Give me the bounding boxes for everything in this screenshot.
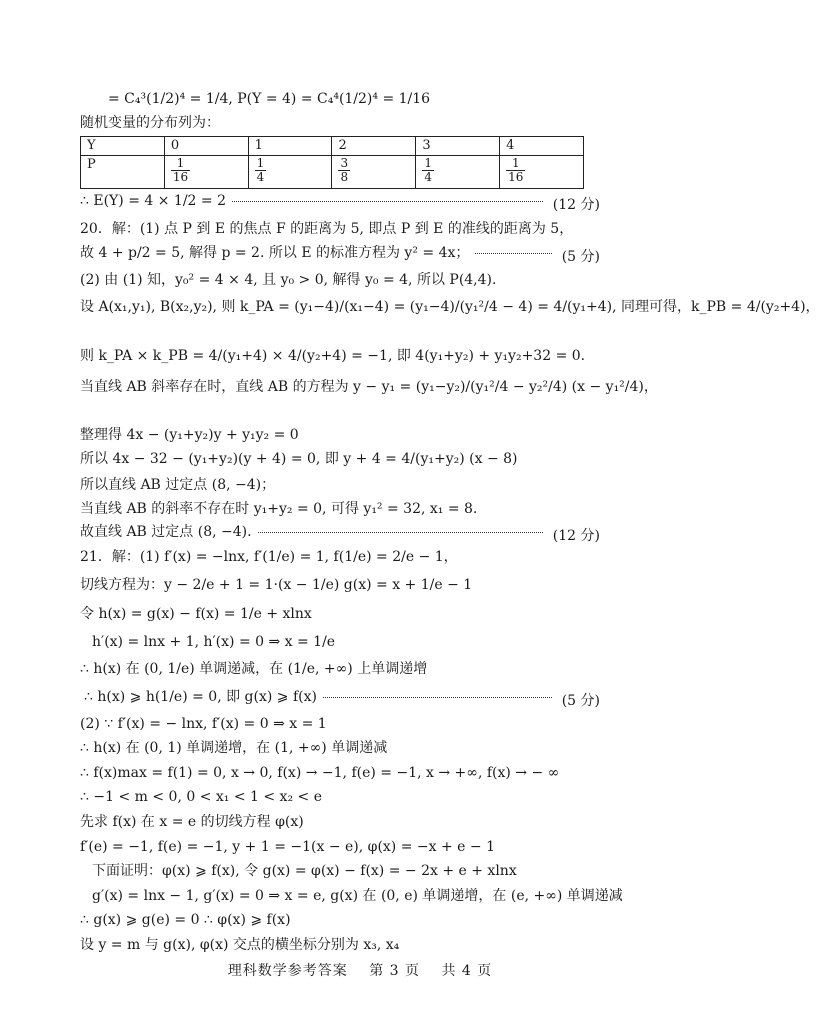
solution-text: 20．解：(1) 点 P 到 E 的焦点 F 的距离为 5, 即点 P 到 E 的准线的距离为 5， <box>80 221 574 237</box>
solution-line <box>80 938 399 952</box>
score-mark: (12 分) <box>552 197 600 213</box>
solution-text: (2) ∵ f′(x) = − lnx, f′(x) = 0 ⇒ x = 1 <box>80 716 327 732</box>
table-cell <box>164 156 248 189</box>
solution-text: 下面证明：φ(x) ⩾ f(x), 令 g(x) = φ(x) − f(x) = − 2x + e + xlnx <box>92 863 517 879</box>
solution-line <box>80 300 820 314</box>
solution-text: 整理得 4x − (y₁+y₂)y + y₁y₂ = 0 <box>80 427 299 443</box>
solution-line <box>92 864 517 878</box>
solution-text: ∴ g(x) ⩾ g(e) = 0 ∴ φ(x) ⩾ f(x) <box>80 912 291 928</box>
table-cell: 4 <box>500 137 584 156</box>
solution-line <box>80 790 322 804</box>
table-cell <box>416 156 500 189</box>
solution-text: ∴ h(x) 在 (0, 1) 单调递增，在 (1, +∞) 单调递减 <box>80 740 388 756</box>
fraction: $\frac{3}{8}$ <box>340 156 349 184</box>
solution-text: 当直线 AB 斜率存在时，直线 AB 的方程为 y − y₁ = (y₁−y₂)/(y₁²/4 − y₂²/4) (x − y₁²/4)， <box>80 379 658 395</box>
score-mark: (5 分) <box>561 249 600 265</box>
solution-text: f′(e) = −1, f(e) = −1, y + 1 = −1(x − e), φ(x) = −x + e − 1 <box>80 839 495 855</box>
solution-text: ∴ h(x) ⩾ h(1/e) = 0, 即 g(x) ⩾ f(x) <box>84 689 317 705</box>
solution-line <box>80 717 327 731</box>
solution-line <box>80 815 304 829</box>
solution-text: 则 k_PA × k_PB = 4/(y₁+4) × 4/(y₂+4) = −1, 即 4(y₁+y₂) + y₁y₂+32 = 0. <box>80 348 586 364</box>
solution-line <box>84 690 558 704</box>
solution-text: 所以直线 AB 过定点 (8, −4)； <box>80 477 276 493</box>
footer-total: 共 4 页 <box>441 963 493 979</box>
table-cell: Y <box>81 137 165 156</box>
table-row <box>81 156 584 189</box>
table-cell <box>248 156 332 189</box>
solution-line <box>80 222 573 236</box>
solution-text: 21．解：(1) f′(x) = −lnx, f′(1/e) = 1, f(1/e) = 2/e − 1， <box>80 549 458 565</box>
solution-line <box>80 502 477 516</box>
solution-text: (2) 由 (1) 知，y₀² = 4 × 4, 且 y₀ > 0, 解得 y₀ = 4, 所以 P(4,4). <box>80 272 497 288</box>
table-cell: 0 <box>164 137 248 156</box>
formula-line: = C₄³(1/2)⁴ = 1/4, P(Y = 4) = C₄⁴(1/2)⁴ = 1/16 <box>108 91 431 107</box>
solution-text: h′(x) = lnx + 1, h′(x) = 0 ⇒ x = 1/e <box>92 634 336 650</box>
solution-line <box>92 889 623 903</box>
table-cell: 3 <box>416 137 500 156</box>
solution-text: g′(x) = lnx − 1, g′(x) = 0 ⇒ x = e, g(x) 在 (0, e) 单调递增，在 (e, +∞) 单调递减 <box>92 888 623 904</box>
solution-line <box>80 840 495 854</box>
distribution-caption: 随机变量的分布列为： <box>80 115 220 131</box>
table-cell <box>332 156 416 189</box>
solution-line <box>80 550 458 564</box>
fraction: $\frac{1}{4}$ <box>424 156 432 184</box>
solution-text: 所以 4x − 32 − (y₁+y₂)(y + 4) = 0, 即 y + 4 = 4/(y₁+y₂) (x − 8) <box>80 451 518 467</box>
table-cell: 1 <box>248 137 332 156</box>
page-footer <box>0 960 720 980</box>
table-cell: 2 <box>332 137 416 156</box>
solution-line <box>80 578 472 592</box>
solution-line <box>80 380 658 394</box>
fraction: $\frac{1}{16}$ <box>508 156 524 184</box>
solution-text: ∴ h(x) 在 (0, 1/e) 单调递减，在 (1/e, +∞) 上单调递增 <box>80 661 428 677</box>
solution-line <box>80 194 549 208</box>
solution-line <box>92 635 335 649</box>
solution-line <box>80 741 387 755</box>
table-cell: P <box>81 156 165 189</box>
solution-line <box>80 662 427 676</box>
score-mark: (12 分) <box>552 528 600 544</box>
solution-text: 切线方程为：y − 2/e + 1 = 1·(x − 1/e) g(x) = x + 1/e − 1 <box>80 577 473 593</box>
dotted-leader <box>323 697 552 698</box>
solution-text: ∴ E(Y) = 4 × 1/2 = 2 <box>80 193 226 209</box>
solution-line <box>80 913 291 927</box>
solution-line <box>80 525 549 539</box>
solution-line <box>80 246 558 260</box>
table-header-row <box>81 137 584 156</box>
solution-text: 先求 f(x) 在 x = e 的切线方程 φ(x) <box>80 814 304 830</box>
dotted-leader <box>475 253 552 254</box>
solution-line <box>80 428 299 442</box>
solution-text: ∴ −1 < m < 0, 0 < x₁ < 1 < x₂ < e <box>80 789 322 805</box>
footer-page: 第 3 页 <box>369 963 420 979</box>
dotted-leader <box>258 532 543 533</box>
solution-line <box>80 766 559 780</box>
solution-text: 故直线 AB 过定点 (8, −4). <box>80 524 252 540</box>
solution-text: 设 A(x₁,y₁), B(x₂,y₂), 则 k_PA = (y₁−4)/(x₁−4) = (y₁−4)/(y₁²/4 − 4) = 4/(y₁+4), 同理可得，k_PB = 4/(y₂+4)， <box>80 299 820 315</box>
distribution-table <box>80 136 584 189</box>
score-mark: (5 分) <box>561 693 600 709</box>
solution-text: ∴ f(x)max = f(1) = 0, x → 0, f(x) → −1, f(e) = −1, x → +∞, f(x) → − ∞ <box>80 765 560 781</box>
solution-line <box>80 607 312 621</box>
fraction: $\frac{1}{16}$ <box>172 156 189 184</box>
fraction: $\frac{1}{4}$ <box>256 156 265 184</box>
solution-text: 故 4 + p/2 = 5, 解得 p = 2. 所以 E 的标准方程为 y² = 4x； <box>80 245 470 261</box>
solution-line <box>80 273 496 287</box>
solution-line <box>80 452 518 466</box>
dotted-leader <box>232 201 543 202</box>
solution-line <box>80 478 275 492</box>
solution-text: 设 y = m 与 g(x), φ(x) 交点的横坐标分别为 x₃, x₄ <box>80 937 400 953</box>
solution-text: 当直线 AB 的斜率不存在时 y₁+y₂ = 0, 可得 y₁² = 32, x₁ = 8. <box>80 501 478 517</box>
solution-text: 令 h(x) = g(x) − f(x) = 1/e + xlnx <box>80 606 312 622</box>
solution-line <box>80 349 585 363</box>
table-cell <box>500 156 584 189</box>
footer-subject: 理科数学参考答案 <box>227 963 348 979</box>
